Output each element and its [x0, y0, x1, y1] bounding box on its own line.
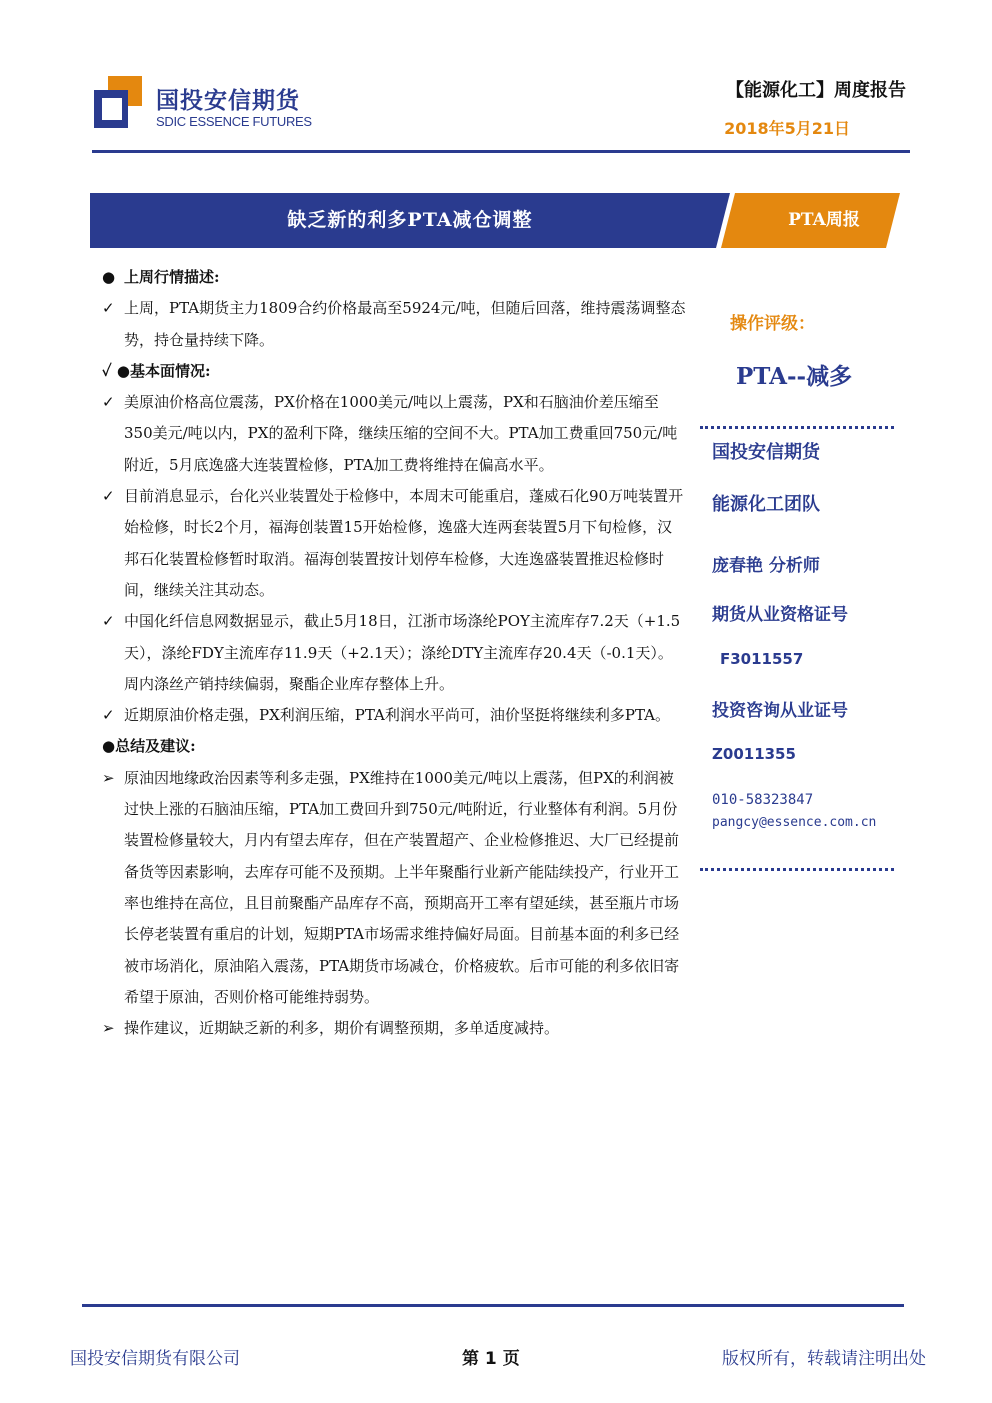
futures-cert-label: 期货从业资格证号 [712, 605, 848, 625]
bullet-icon: ● [102, 737, 116, 756]
check-icon: ✓ [102, 487, 115, 506]
fundamental-heading: ✓ ●基本面情况: [102, 361, 211, 380]
analyst-name: 庞春艳 分析师 [712, 556, 820, 576]
sidebar-team: 能源化工团队 [712, 494, 820, 515]
footer-copyright: 版权所有，转载请注明出处 [722, 1349, 926, 1369]
summary-item: ➢ 操作建议，近期缺乏新的利多，期价有调整预期，多单适度减持。 [102, 1013, 686, 1044]
summary-heading: ●总结及建议: [102, 737, 196, 756]
arrow-icon: ➢ [102, 768, 115, 787]
bullet-icon: ● [102, 268, 116, 286]
check-icon: ✓ [102, 706, 115, 725]
invest-cert-number: Z0011355 [712, 745, 796, 763]
main-content [102, 262, 686, 1044]
analyst-phone: 010-58323847 [712, 792, 814, 808]
fundamental-item: ✓ 美原油价格高位震荡，PX价格在1000美元/吨以上震荡，PX和石脑油价差压缩至350美元/吨以内，PX的盈利下降，继续压缩的空间不大。PTA加工费重回750元/吨附近，5月底逸盛大连装置检修，PTA加工费将维持在偏高水平。 [102, 387, 686, 481]
logo-mark-icon [94, 76, 142, 128]
futures-cert-number: F3011557 [720, 650, 804, 668]
check-icon: ✓ [102, 299, 115, 318]
sidebar-divider-bottom [700, 868, 894, 871]
title-banner [90, 193, 900, 248]
footer-company: 国投安信期货有限公司 [70, 1349, 240, 1369]
report-title: 缺乏新的利多PTA减仓调整 [287, 209, 533, 231]
analyst-email[interactable]: pangcy@essence.com.cn [712, 815, 877, 830]
rating-label: 操作评级： [730, 314, 815, 334]
market-heading: ● 上周行情描述: [102, 262, 686, 293]
arrow-icon: ➢ [102, 1019, 115, 1038]
header-divider [92, 150, 910, 153]
logo-chinese-name: 国投安信期货 [156, 88, 300, 114]
invest-cert-label: 投资咨询从业证号 [712, 701, 848, 721]
footer-divider [82, 1304, 904, 1307]
report-date: 2018年5月21日 [724, 119, 850, 138]
check-bullet-icon: ✓ ● [102, 361, 130, 380]
fundamental-item: ✓ 中国化纤信息网数据显示，截止5月18日，江浙市场涤纶POY主流库存7.2天（+1.5天），涤纶FDY主流库存11.9天（+2.1天）；涤纶DTY主流库存20.4天（-0.1天）。周内涤丝产销持续偏弱，聚酯企业库存整体上升。 [102, 606, 686, 700]
summary-item: ➢ 原油因地缘政治因素等利多走强，PX维持在1000美元/吨以上震荡，但PX的利润被过快上涨的石脑油压缩，PTA加工费回升到750元/吨附近，行业整体有利润。5月份装置检修量较大，月内有望去库存，但在产装置超产、企业检修推迟、大厂已经提前备货等因素影响，去库存可能不及预期。上半年聚酯行业新产能陆续投产，行业开工率也维持在高位，且目前聚酯产品库存不高，预期高开工率有望延续，甚至瓶片市场长停老装置有重启的计划，短期PTA市场需求维持偏好局面。目前基本面的利多已经被市场消化，原油陷入震荡，PTA期货市场减仓，价格疲软。后市可能的利多依旧寄希望于原油，否则价格可能维持弱势。 [102, 763, 686, 1013]
fundamental-item: ✓ 近期原油价格走强，PX利润压缩，PTA利润水平尚可，油价坚挺将继续利多PTA。 [102, 700, 686, 731]
rating-value: PTA--减多 [736, 363, 853, 390]
company-logo [94, 76, 324, 136]
report-type: 【能源化工】周度报告 [726, 80, 906, 101]
fundamental-item: ✓ 目前消息显示，台化兴业装置处于检修中，本周末可能重启，蓬威石化90万吨装置开始检修，时长2个月，福海创装置15开始检修，逸盛大连两套装置5月下旬检修，汉邦石化装置检修暂时取消。福海创装置按计划停车检修，大连逸盛装置推迟检修时间，继续关注其动态。 [102, 481, 686, 606]
sidebar-company: 国投安信期货 [712, 442, 820, 463]
page-number: 第 1 页 [462, 1349, 520, 1369]
market-item: ✓ 上周，PTA期货主力1809合约价格最高至5924元/吨，但随后回落，维持震荡调整态势，持仓量持续下降。 [102, 293, 686, 356]
logo-english-name: SDIC ESSENCE FUTURES [156, 114, 312, 129]
sidebar-divider-top [700, 426, 894, 429]
check-icon: ✓ [102, 393, 115, 412]
check-icon: ✓ [102, 612, 115, 631]
report-tag: PTA周报 [788, 210, 860, 230]
